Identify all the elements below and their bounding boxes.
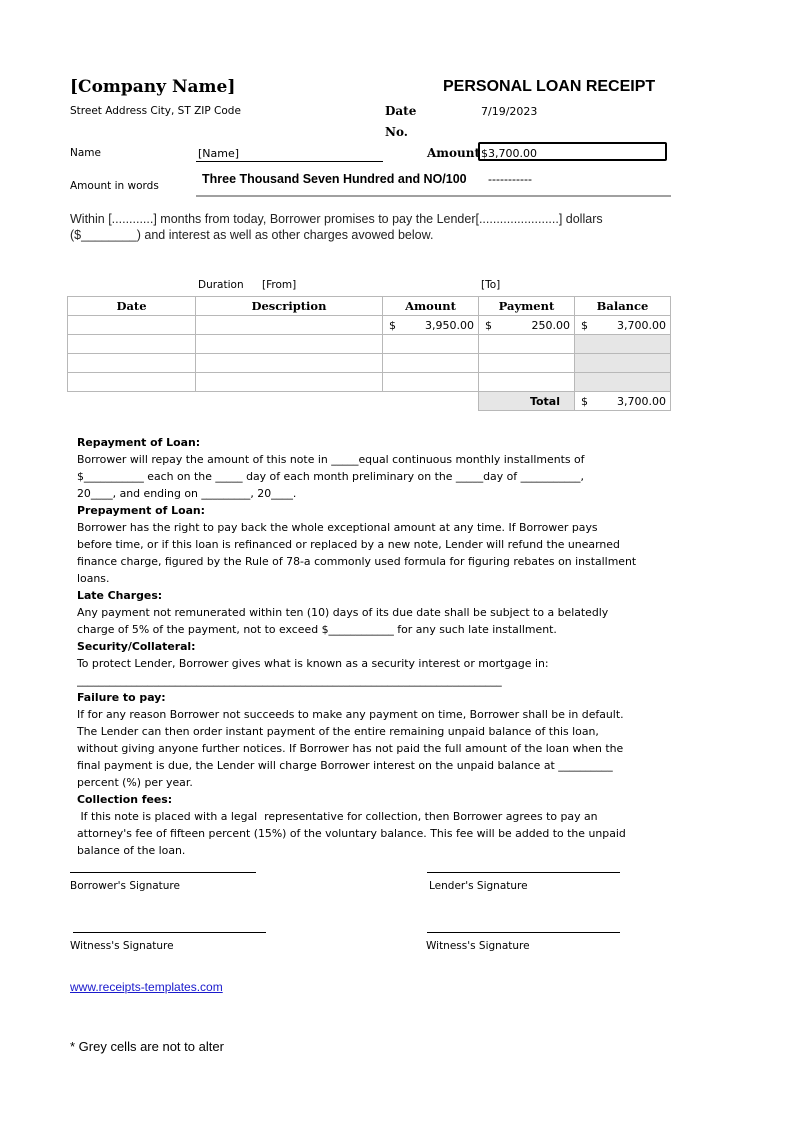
intro-line-2: ($________) and interest as well as other charges avowed below. — [70, 228, 434, 242]
amount-in-words-value[interactable]: Three Thousand Seven Hundred and NO/100 — [202, 172, 467, 186]
company-name: [Company Name] — [70, 77, 236, 97]
prepayment-line: finance charge, figured by the Rule of 78-a commonly used formula for figuring rebates on installment — [77, 555, 637, 568]
collection-heading: Collection fees: — [77, 793, 173, 806]
prepayment-heading: Prepayment of Loan: — [77, 504, 206, 517]
total-value-cell — [575, 392, 671, 411]
failure-line: If for any reason Borrower not succeeds to make any payment on time, Borrower shall be in default. — [77, 708, 624, 721]
cell-description[interactable] — [196, 354, 383, 373]
amount-label: Amount — [427, 146, 481, 160]
currency-symbol: $ — [485, 319, 492, 332]
currency-symbol: $ — [581, 395, 588, 408]
borrower-signature-label: Borrower's Signature — [70, 880, 180, 892]
repayment-heading: Repayment of Loan: — [77, 436, 201, 449]
prepayment-line: loans. — [77, 572, 110, 585]
lender-signature-line[interactable] — [427, 872, 620, 873]
website-link[interactable]: www.receipts-templates.com — [70, 980, 223, 994]
cell-balance — [575, 373, 671, 392]
witness-left-signature-line[interactable] — [73, 932, 266, 933]
col-header-amount: Amount — [383, 297, 479, 316]
cell-amount[interactable] — [383, 354, 479, 373]
name-value: [Name] — [198, 147, 240, 160]
repayment-line: 20____, and ending on _________, 20____. — [77, 487, 297, 500]
duration-from[interactable]: [From] — [262, 279, 297, 291]
receipt-title: PERSONAL LOAN RECEIPT — [443, 78, 656, 95]
cell-amount-value: 3,950.00 — [425, 318, 474, 332]
intro-line-1: Within [............] months from today, Borrower promises to pay the Lender[.......................] dollars — [70, 212, 603, 226]
table-row — [68, 316, 671, 335]
col-header-payment: Payment — [479, 297, 575, 316]
failure-line: The Lender can then order instant payment of the entire remaining unpaid balance of this loan, — [77, 725, 599, 738]
cell-payment[interactable] — [479, 335, 575, 354]
witness-left-signature-label: Witness's Signature — [70, 940, 174, 952]
amount-value: $3,700.00 — [481, 147, 537, 160]
col-header-description: Description — [196, 297, 383, 316]
receipt-number-label: No. — [385, 125, 408, 139]
collection-line: balance of the loan. — [77, 844, 186, 857]
duration-label: Duration — [198, 279, 244, 291]
repayment-line: Borrower will repay the amount of this note in _____equal continuous monthly installments of — [77, 453, 585, 466]
cell-description[interactable] — [196, 335, 383, 354]
company-address: Street Address City, ST ZIP Code — [70, 105, 241, 117]
amount-in-words-label: Amount in words — [70, 180, 159, 192]
prepayment-line: Borrower has the right to pay back the whole exceptional amount at any time. If Borrower pays — [77, 521, 598, 534]
cell-balance-value: 3,700.00 — [617, 318, 666, 332]
cell-date[interactable] — [68, 335, 196, 354]
cell-balance — [575, 316, 671, 335]
lender-signature-label: Lender's Signature — [429, 880, 528, 892]
cell-date[interactable] — [68, 373, 196, 392]
date-value[interactable]: 7/19/2023 — [481, 105, 538, 118]
cell-payment[interactable] — [479, 316, 575, 335]
table-row — [68, 373, 671, 392]
cell-description[interactable] — [196, 316, 383, 335]
table-row — [68, 354, 671, 373]
name-field[interactable] — [196, 146, 383, 162]
failure-line: without giving anyone further notices. If Borrower has not paid the full amount of the loan when the — [77, 742, 624, 755]
cell-balance — [575, 354, 671, 373]
witness-right-signature-label: Witness's Signature — [426, 940, 530, 952]
table-row — [68, 335, 671, 354]
loan-terms — [77, 434, 671, 859]
cell-amount[interactable] — [383, 316, 479, 335]
duration-to[interactable]: [To] — [481, 279, 501, 291]
total-value: 3,700.00 — [617, 394, 666, 408]
cell-payment[interactable] — [479, 373, 575, 392]
borrower-signature-line[interactable] — [70, 872, 256, 873]
cell-date[interactable] — [68, 316, 196, 335]
late-charges-line: Any payment not remunerated within ten (10) days of its due date shall be subject to a belatedly — [77, 606, 609, 619]
failure-heading: Failure to pay: — [77, 691, 166, 704]
currency-symbol: $ — [389, 319, 396, 332]
cell-payment[interactable] — [479, 354, 575, 373]
table-total-row — [68, 392, 671, 411]
collection-line: If this note is placed with a legal representative for collection, then Borrower agrees to pay an — [77, 810, 598, 823]
name-label: Name — [70, 147, 101, 159]
prepayment-line: before time, or if this loan is refinanced or replaced by a new note, Lender will refund the unearned — [77, 538, 620, 551]
late-charges-line: charge of 5% of the payment, not to exceed $____________ for any such late installment. — [77, 623, 557, 636]
late-charges-heading: Late Charges: — [77, 589, 163, 602]
col-header-balance: Balance — [575, 297, 671, 316]
failure-line: final payment is due, the Lender will charge Borrower interest on the unpaid balance at __________ — [77, 759, 613, 772]
cell-amount[interactable] — [383, 335, 479, 354]
date-label: Date — [385, 104, 417, 118]
cell-amount[interactable] — [383, 373, 479, 392]
currency-symbol: $ — [581, 319, 588, 332]
amount-in-words-rule — [196, 195, 671, 197]
grey-cells-note: * Grey cells are not to alter — [70, 1039, 224, 1054]
repayment-line: $___________ each on the _____ day of each month preliminary on the _____day of ___________, — [77, 470, 584, 483]
loan-ledger-table — [67, 296, 671, 411]
total-label: Total — [479, 392, 575, 411]
security-blank-line[interactable]: ______________________________________________________________________________ — [77, 674, 502, 687]
witness-right-signature-line[interactable] — [427, 932, 620, 933]
cell-date[interactable] — [68, 354, 196, 373]
cell-description[interactable] — [196, 373, 383, 392]
col-header-date: Date — [68, 297, 196, 316]
security-line: To protect Lender, Borrower gives what is known as a security interest or mortgage in: — [77, 657, 549, 670]
table-header-row — [68, 297, 671, 316]
security-heading: Security/Collateral: — [77, 640, 196, 653]
cell-payment-value: 250.00 — [531, 318, 570, 332]
collection-line: attorney's fee of fifteen percent (15%) of the voluntary balance. This fee will be added to the unpaid — [77, 827, 626, 840]
amount-in-words-dashes: ----------- — [488, 172, 532, 186]
failure-line: percent (%) per year. — [77, 776, 193, 789]
cell-balance — [575, 335, 671, 354]
